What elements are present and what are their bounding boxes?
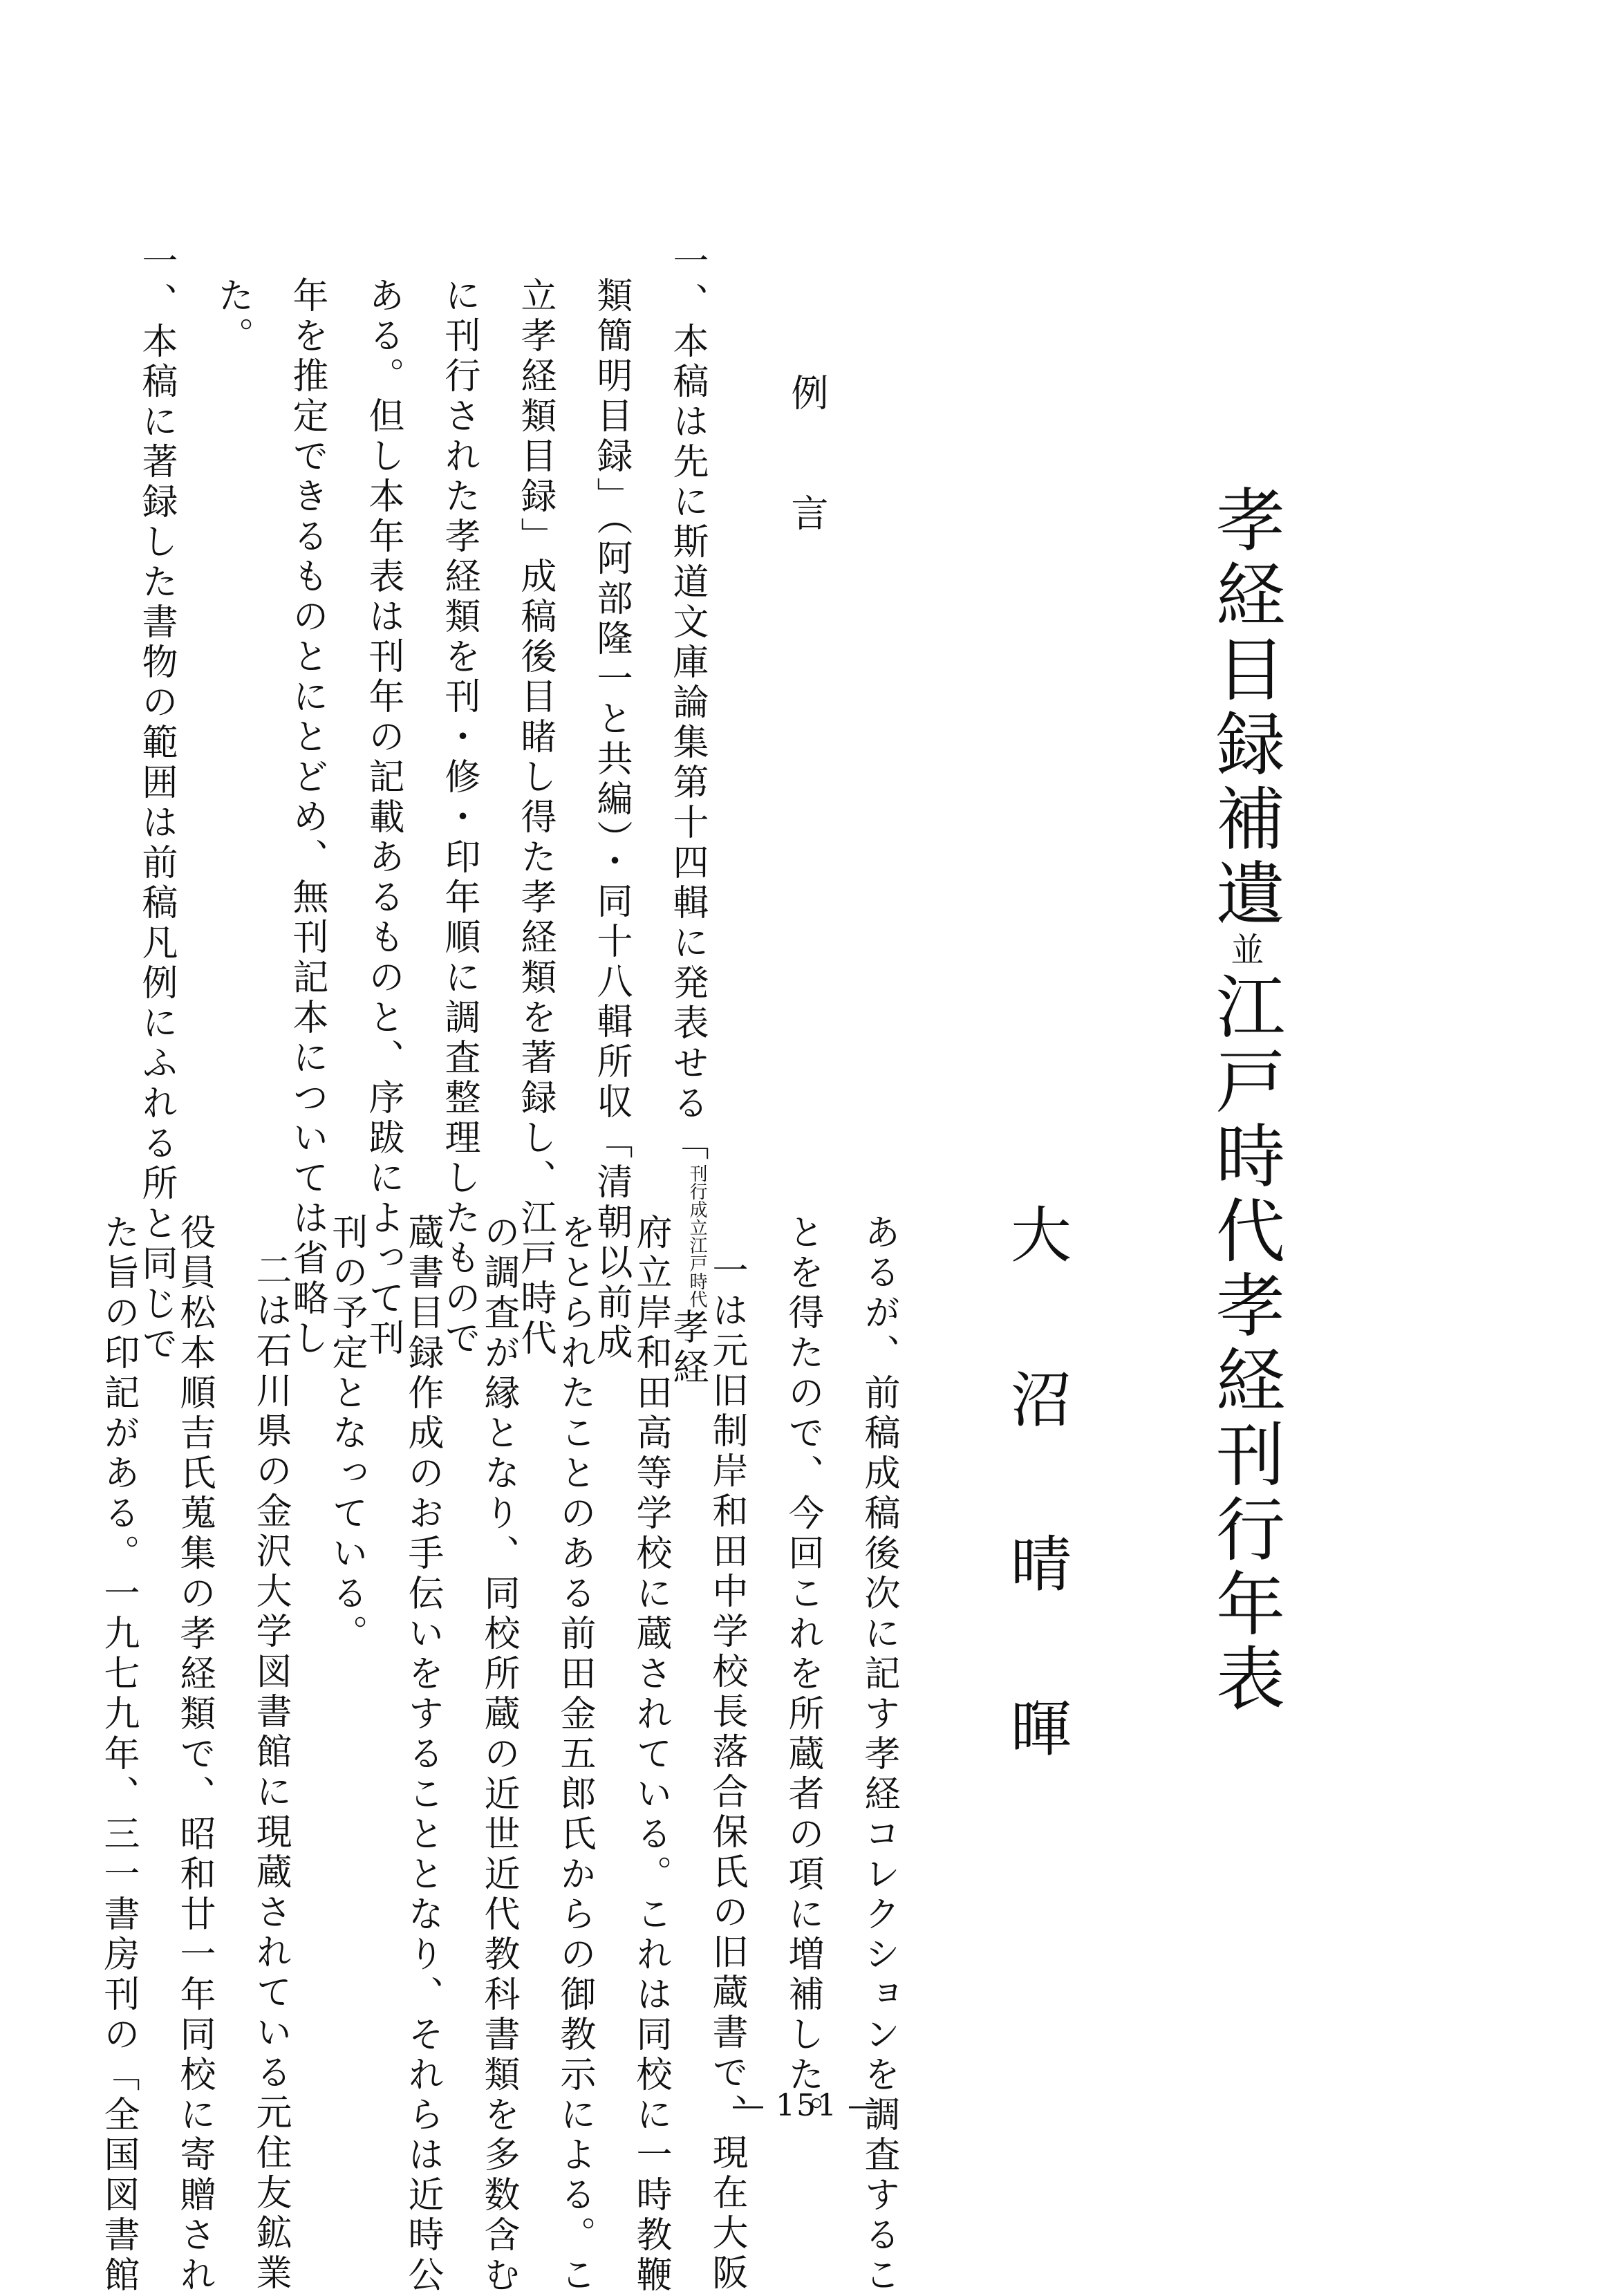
right-col-1: あるが、前稿成稿後次に記す孝経コレクションを調査するこ [858,1213,899,2296]
right-col-2: とを得たので、今回これを所蔵者の項に増補した。 [782,1213,823,2136]
left-col-1-text-b: 孝経 [666,1308,708,1388]
left-col-2: 類簡明目録」（阿部隆一と共編）・同十八輯所収「清朝以前成 [590,277,632,1363]
right-col-6: の調査が縁となり、同校所蔵の近世近代教科書類を多数含む [478,1213,519,2296]
note-line-2: 刊行成立 [686,1164,708,1236]
title-conjunction: 並 [1225,932,1264,971]
right-col-11: た旨の印記がある。一九七九年、三一書房刊の「全国図書館 [97,1213,139,2296]
left-col-6: 年を推定できるものとにとどめ、無刊記本については省略し [286,277,328,1359]
note-line-1: 江戸時代 [686,1236,708,1308]
right-col-5: をとられたことのある前田金五郎氏からの御教示による。こ [554,1213,595,2296]
page-number: ― 151 ― [733,2088,881,2123]
right-col-8: 刊の予定となっている。 [326,1213,367,1654]
title-main-before: 孝経目録補遺 [1204,484,1285,932]
title-main-after: 江戸時代孝経刊行年表 [1204,971,1285,1717]
right-col-9: 二は石川県の金沢大学図書館に現蔵されている元住友鉱業 [250,1251,291,2294]
left-col-7: た。 [212,277,253,357]
left-col-1-inline-note [687,1164,706,1308]
right-col-4: 府立岸和田高等学校に蔵されている。これは同校に一時教鞭 [630,1213,671,2296]
left-col-5: ある。但し本年表は刊年の記載あるものと、序跋によって刊 [362,277,404,1359]
left-col-1 [666,242,708,1388]
section-heading: 例言 [785,373,829,614]
left-col-3: 立孝経類目録」成稿後目睹し得た孝経類を著録し、江戸時代 [514,277,556,1359]
right-col-3: 一は元旧制岸和田中学校長落合保氏の旧蔵書で、現在大阪 [706,1251,747,2294]
left-col-8: 一、本稿に著録した書物の範囲は前稿凡例にふれる所と同じで [135,242,177,1365]
right-col-7: 蔵書目録作成のお手伝いをすることとなり、それらは近時公 [402,1213,443,2296]
article-title [1204,484,1285,1717]
left-col-1-text-a: 一、本稿は先に斯道文庫論集第十四輯に発表せる「 [666,242,708,1164]
left-col-4: に刊行された孝経類を刊・修・印年順に調査整理したもので [438,277,480,1359]
right-col-10: 役員松本順吉氏蒐集の孝経類で、昭和廿一年同校に寄贈され [174,1213,215,2296]
author-name: 大沼晴暉 [1001,1203,1072,1861]
